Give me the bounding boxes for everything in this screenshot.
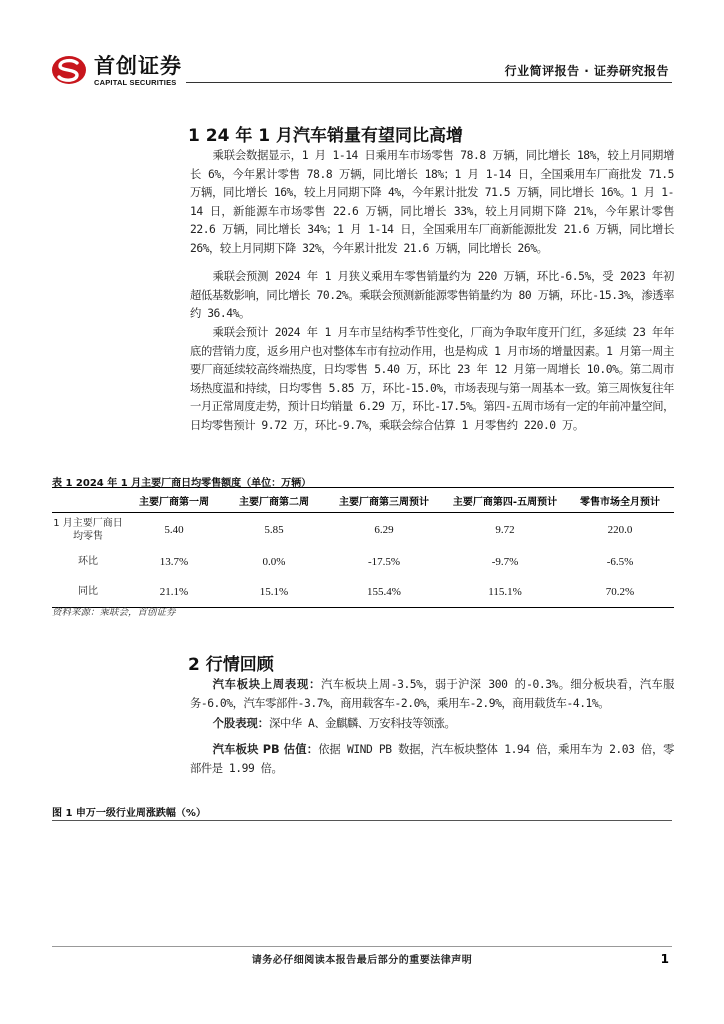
table-cell: -17.5%	[367, 555, 401, 568]
section-2-item-label: 个股表现：	[212, 717, 270, 730]
table-cell: -6.5%	[606, 555, 634, 568]
table-cell: 155.4%	[324, 577, 444, 608]
table-cell: 6.29	[374, 523, 394, 536]
table-header-cell: 零售市场全月预计	[566, 488, 674, 513]
table-cell: 70.2%	[566, 577, 674, 608]
table-header-cell: 主要厂商第四-五周预计	[444, 488, 566, 513]
figure-1-caption: 图 1 申万一级行业周涨跌幅（%）	[52, 808, 206, 819]
footer-disclaimer: 请务必仔细阅读本报告最后部分的重要法律声明	[251, 955, 473, 966]
table-1-source: 资料来源：乘联会，首创证券	[52, 607, 176, 618]
logo-english-name: CAPITAL SECURITIES	[94, 78, 177, 87]
table-row	[52, 577, 674, 608]
table-cell: 21.1%	[124, 577, 224, 608]
table-cell: 220.0	[607, 523, 633, 536]
table-cell: 5.40	[164, 523, 184, 536]
table-row-label: 1 月主要厂商日均零售	[53, 517, 123, 542]
section-1-paragraph-1: 乘联会数据显示，1 月 1-14 日乘用车市场零售 78.8 万辆，同比增长 18%，较上月同期增长 6%，今年累计零售 78.8 万辆，同比增长 18%；1 月 1-14 日，全国乘用车厂商批发 71.5 万辆，同比增长 16%，较上月同期下降 4%，今年累计批发 71.5 万辆，同比增长 16%。1 月 1-14 日，新能源车市场零售 22.6 万辆，同比增长 33%，较上月同期下降 21%，今年累计零售 22.6 万辆，同比增长 34%；1 月 1-14 日，全国乘用车厂商新能源批发 21.6 万辆，同比增长 26%，较上月同期下降 32%，今年累计批发 21.6 万辆，同比增长 26%。	[190, 149, 674, 255]
table-header-cell: 主要厂商第一周	[124, 488, 224, 513]
page-number: 1	[660, 952, 669, 966]
table-cell: -9.7%	[491, 555, 519, 568]
table-cell: 9.72	[495, 523, 515, 536]
section-1-paragraph-3: 乘联会预计 2024 年 1 月车市呈结构季节性变化，厂商为争取年度开门红，多延续 23 年年底的营销力度，返乡用户也对整体车市有拉动作用，也是构成 1 月市场的增量因素。1 月第一周主要厂商延续较高终端热度，日均零售 5.40 万，环比 23 年 12 月第一周增长 10.0%。第二周市场热度温和持续，日均零售 5.85 万，环比-15.0%，市场表现与第一周基本一致。第三周恢复往年一月正常周度走势，预计日均销量 6.29 万，环比-17.5%。第四-五周市场有一定的年前冲量空间，日均零售预计 9.72 万，环比-9.7%，乘联会综合估算 1 月零售约 220.0 万。	[190, 326, 674, 432]
table-cell: 15.1%	[224, 577, 324, 608]
table-header-row	[52, 488, 674, 513]
footer-divider	[52, 946, 672, 947]
table-cell: 13.7%	[159, 555, 189, 568]
table-cell: 0.0%	[262, 555, 286, 568]
table-1-caption: 表 1 2024 年 1 月主要厂商日均零售额度（单位：万辆）	[52, 478, 312, 489]
logo-chinese-name: 首创证券	[94, 54, 182, 78]
capital-securities-logo-icon	[50, 54, 88, 86]
section-2-title: 2 行情回顾	[188, 655, 274, 675]
section-2-item-2	[190, 715, 674, 734]
table-1	[52, 487, 674, 608]
section-1-title: 1 24 年 1 月汽车销量有望同比高增	[188, 126, 463, 146]
section-1-paragraph-2: 乘联会预测 2024 年 1 月狭义乘用车零售销量约为 220 万辆，环比-6.5%，受 2023 年初超低基数影响，同比增长 70.2%。乘联会预测新能源零售销量约为 80 万辆，环比-15.3%，渗透率约 36.4%。	[190, 270, 674, 320]
section-2-item-1	[190, 676, 674, 713]
table-header-cell	[52, 488, 124, 513]
table-cell: 115.1%	[444, 577, 566, 608]
table-row	[52, 513, 674, 547]
table-header-cell: 主要厂商第二周	[224, 488, 324, 513]
section-2-item-text: 深中华 A、金麒麟、万安科技等领涨。	[269, 717, 456, 730]
section-2-item-label: 汽车板块 PB 估值：	[212, 743, 319, 756]
section-2-item-3	[190, 741, 674, 778]
report-type: 行业简评报告 · 证券研究报告	[504, 64, 669, 78]
header-divider	[186, 82, 672, 83]
table-row	[52, 547, 674, 577]
table-header-cell: 主要厂商第三周预计	[324, 488, 444, 513]
section-2-item-text: 依据 WIND PB 数据，汽车板块整体 1.94 倍，乘用车为 2.03 倍，零部件是 1.99 倍。	[190, 743, 674, 775]
section-2-item-label: 汽车板块上周表现：	[212, 678, 322, 691]
figure-divider	[52, 820, 672, 821]
table-row-label: 同比	[52, 577, 124, 608]
section-2-item-text: 汽车板块上周-3.5%，弱于沪深 300 的-0.3%。细分板块看，汽车服务-6.0%，汽车零部件-3.7%，商用载客车-2.0%，乘用车-2.9%，商用载货车-4.1%。	[190, 678, 674, 710]
table-cell: 5.85	[264, 523, 284, 536]
table-row-label: 环比	[78, 556, 98, 567]
